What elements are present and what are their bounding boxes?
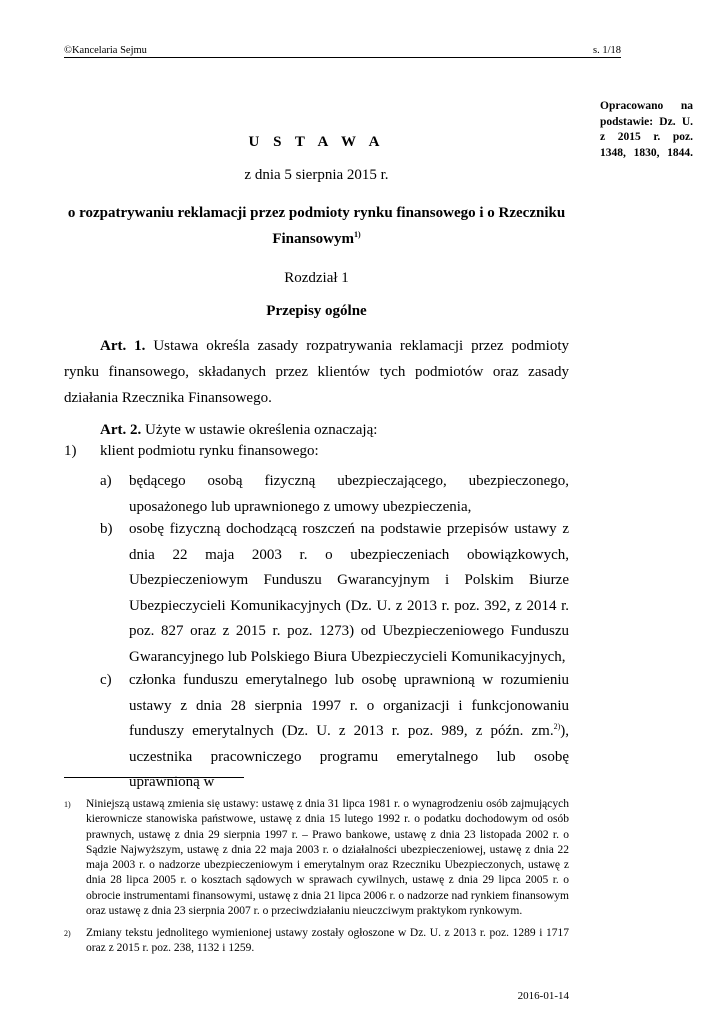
article-2-label: Art. 2. (100, 422, 142, 438)
footnote-ref-2[interactable]: 2) (553, 722, 561, 731)
footnote-divider (64, 777, 244, 778)
document-title: U S T A W A (248, 134, 385, 150)
footnote-2-text: Zmiany tekstu jednolitego wymienionej ustawy zostały ogłoszone w Dz. U. z 2013 r. poz. 1289 i 1717 oraz z 2015 r. poz. 238, 1132 i 1259. (86, 927, 569, 955)
point-1-text: klient podmiotu rynku finansowego: (100, 443, 319, 459)
list-item (100, 469, 569, 520)
subtitle-line-1: o rozpatrywaniu reklamacji przez podmioty rynku finansowego i o Rzeczniku (67, 205, 566, 221)
footer-date: 2016-01-14 (517, 990, 569, 1002)
item-c-text-part-2: ), uczestnika pracowniczego programu emerytalnego lub osobę uprawnioną w (129, 723, 569, 790)
header-page-number: s. 1/18 (592, 45, 621, 56)
side-note-line: Opracowano na (600, 100, 693, 112)
footnote-1 (64, 797, 569, 919)
side-note-line: z 2015 r. poz. (600, 131, 693, 143)
item-c-text-part-1: członka funduszu emerytalnego lub osobę uprawnioną w rozumieniu ustawy z dnia 28 sierpnia 1997 r. o organizacji i funkcjonowaniu funduszy emerytalnych (Dz. U. z 2013 r. poz. 989, z późn. zm. (129, 672, 569, 739)
item-b-marker: b) (100, 521, 113, 537)
chapter-title: Przepisy ogólne (266, 303, 367, 319)
document-subtitle (64, 200, 569, 252)
header-source: ©Kancelaria Sejmu (64, 45, 147, 56)
footnote-ref-1[interactable]: 1) (354, 230, 361, 239)
list-item (100, 517, 569, 670)
document-date: z dnia 5 sierpnia 2015 r. (244, 167, 389, 183)
header-divider (64, 57, 621, 58)
subtitle-line-2: Finansowym (272, 231, 354, 247)
footnote-1-marker: 1) (64, 800, 71, 809)
article-1-text: Ustawa określa zasady rozpatrywania reklamacji przez podmioty rynku finansowego, składanych przez klientów tych podmiotów oraz zasady działania Rzecznika Finansowego. (64, 338, 569, 406)
article-1 (64, 333, 569, 411)
article-1-label: Art. 1. (100, 338, 146, 354)
item-c-marker: c) (100, 672, 112, 688)
chapter-number: Rozdział 1 (284, 270, 349, 286)
article-2-text: Użyte w ustawie określenia oznaczają: (145, 422, 378, 438)
side-note-source (600, 99, 693, 161)
side-note-line: 1348, 1830, 1844. (600, 146, 693, 159)
footnote-1-text: Niniejszą ustawą zmienia się ustawy: ustawę z dnia 31 lipca 1981 r. o wynagrodzeniu osób zajmujących kierownicze stanowiska państwowe, ustawę z dnia 15 lutego 1992 r. o podatku dochodowym od osób prawnych, ustawę z dnia 29 sierpnia 1997 r. – Prawo bankowe, ustawę z dnia 23 listopada 2002 r. o Sądzie Najwyższym, ustawę z dnia 22 maja 2003 r. o działalności ubezpieczeniowej, ustawę z dnia 22 maja 2003 r. o nadzorze ubezpieczeniowym i emerytalnym oraz Rzeczniku Ubezpieczonych, ustawę z dnia 28 lipca 2005 r. o kosztach sądowych w sprawach cywilnych, ustawę z dnia 29 lipca 2005 r. o obrocie instrumentami finansowymi, ustawę z dnia 21 lipca 2006 r. o nadzorze nad rynkiem finansowym oraz ustawę z dnia 23 sierpnia 2007 r. o przeciwdziałaniu nieuczciwym praktykom rynkowym. (86, 798, 569, 918)
item-a-text: będącego osobą fizyczną ubezpieczającego, ubezpieczonego, uposażonego lub uprawnionego z umowy ubezpieczenia, (129, 473, 569, 515)
article-2 (64, 417, 569, 443)
footnote-2 (64, 926, 569, 957)
point-1-number: 1) (64, 443, 77, 459)
item-b-text: osobę fizyczną dochodzącą roszczeń na podstawie przepisów ustawy z dnia 22 maja 2003 r. o ubezpieczeniach obowiązkowych, Ubezpieczeniowym Funduszu Gwarancyjnym i Polskim Biurze Ubezpieczycieli Komunikacyjnych (Dz. U. z 2013 r. poz. 392, z 2014 r. poz. 827 oraz z 2015 r. poz. 1273) od Ubezpieczeniowego Funduszu Gwarancyjnego lub Polskiego Biura Ubezpieczycieli Komunikacyjnych, (129, 521, 569, 665)
footnote-2-marker: 2) (64, 929, 71, 938)
side-note-line: podstawie: Dz. U. (600, 115, 693, 128)
item-a-marker: a) (100, 473, 112, 489)
